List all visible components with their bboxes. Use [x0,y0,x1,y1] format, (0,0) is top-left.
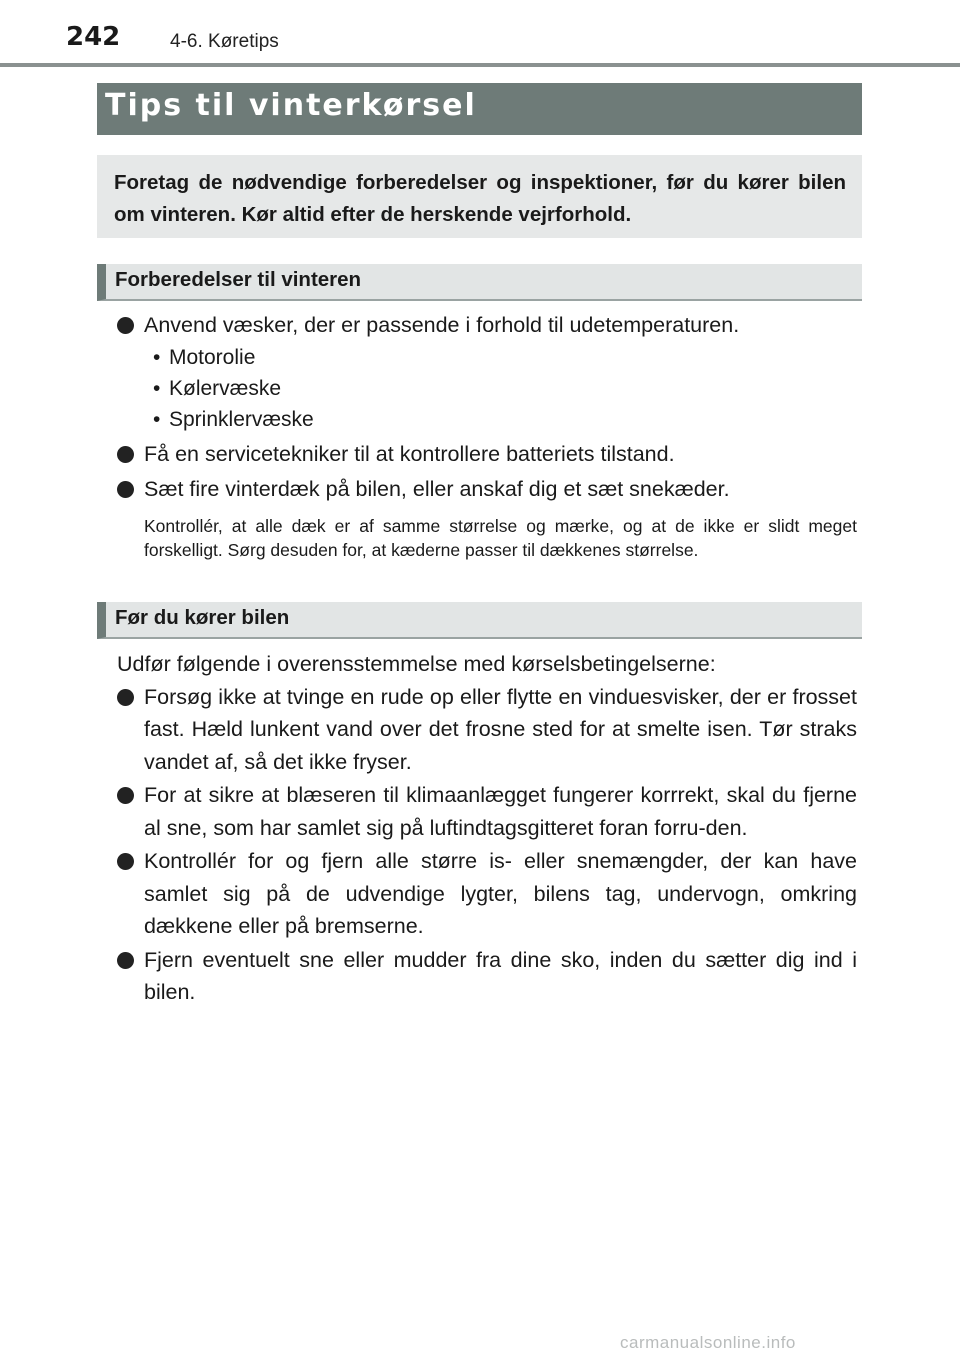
sub-list-item [117,373,857,404]
list-item [117,309,857,342]
page-number: 242 [66,22,121,52]
page-title-bar [97,83,862,135]
bullet-dot-icon [117,481,134,498]
before-driving-content [117,648,857,1009]
list-item-text: Få en servicetekniker til at kontrollere batteriets tilstand. [144,441,675,466]
section-heading-text: Forberedelser til vinteren [115,268,362,291]
list-item [117,845,857,943]
list-item-text: Forsøg ikke at tvinge en rude op eller flytte en vinduesvisker, der er frosset fast. Hæld lunkent vand over det frosne sted for at smelte isen. Tør straks vandet af, så det ikke fryser. [144,684,857,774]
chapter-label: 4-6. Køretips [170,31,279,52]
watermark: carmanualsonline.info [620,1333,796,1352]
list-item [117,681,857,779]
list-item-text: Kontrollér for og fjern alle større is- eller snemængder, der kan have samlet sig på de udvendige lygter, bilens tag, undervogn, omkring dækkene eller på bremserne. [144,849,857,938]
bullet-dot-icon [117,446,134,463]
section-heading-winter-prep [97,264,862,301]
bullet-dot-icon [117,853,134,870]
lead-text: Udfør følgende i overensstemmelse med kørselsbetingelserne: [117,652,716,676]
sub-list-item [117,342,857,373]
sub-list-item-text: Sprinklervæske [169,407,314,431]
section-heading-before-driving [97,602,862,639]
sub-bullet-marker: • [153,376,161,400]
list-item [117,779,857,844]
bullet-dot-icon [117,787,134,804]
bullet-dot-icon [117,689,134,706]
sub-bullet-marker: • [153,345,161,369]
intro-text: Foretag de nødvendige forberedelser og inspektioner, før du kører bilen om vinteren. Kør altid efter de herskende vejrforhold. [114,171,846,226]
bullet-dot-icon [117,952,134,969]
bullet-dot-icon [117,317,134,334]
list-item [117,944,857,1009]
winter-prep-content [117,309,857,562]
note-text: Kontrollér, at alle dæk er af samme størrelse og mærke, og at de ikke er slidt meget forskelligt. Sørg desuden for, at kæderne passer til dækkenes størrelse. [144,515,857,560]
intro-box [97,155,862,238]
list-item-text: Anvend væsker, der er passende i forhold til udetemperaturen. [144,313,740,337]
page-title: Tips til vinterkørsel [105,88,477,123]
sub-list-item-text: Kølervæske [169,376,282,400]
header-rule [0,63,960,67]
list-item-text: For at sikre at blæseren til klimaanlægget fungerer korrrekt, skal du fjerne al sne, som har samlet sig på luftindtagsgitteret foran forru-den. [144,783,857,840]
section-heading-text: Før du kører bilen [115,606,290,629]
list-item-text: Sæt fire vinterdæk på bilen, eller anskaf dig et sæt snekæder. [144,477,730,501]
list-item [117,473,857,506]
sub-bullet-marker: • [153,407,161,431]
sub-list-item-text: Motorolie [169,345,256,369]
page-header [0,0,960,68]
list-item-text: Fjern eventuelt sne eller mudder fra dine sko, inden du sætter dig ind i bilen. [144,947,857,1004]
sub-list-item [117,404,857,435]
list-item [117,438,857,471]
